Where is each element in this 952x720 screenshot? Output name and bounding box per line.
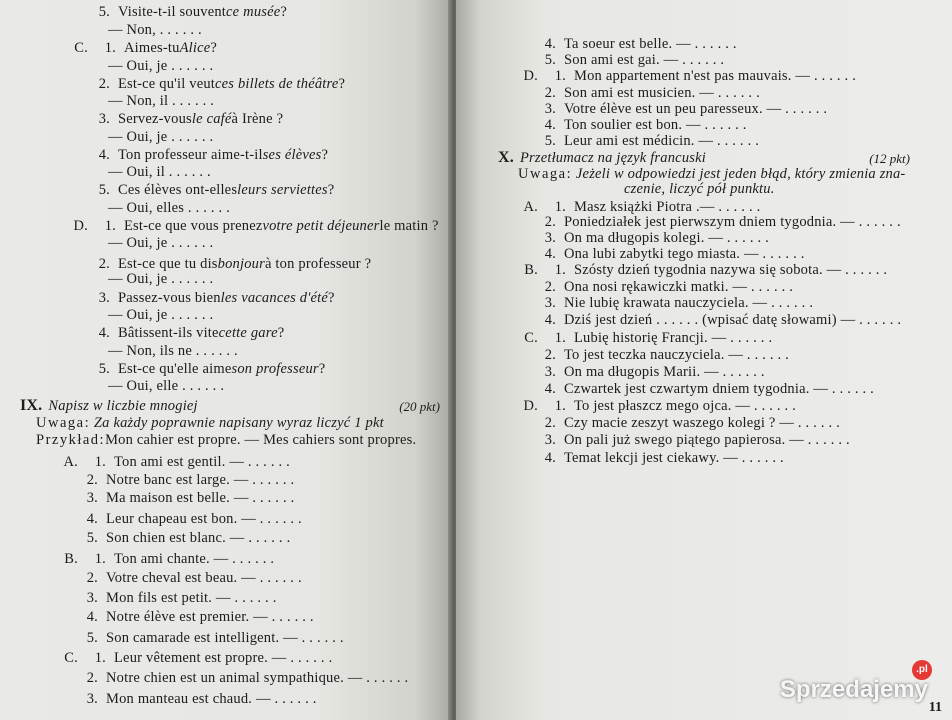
text-line xyxy=(534,117,747,134)
item-number: 4. xyxy=(86,511,98,527)
item-text: Son camarade est intelligent. — . . . . . . xyxy=(106,630,344,646)
item-number: 3. xyxy=(86,691,98,707)
italic-text: bonjour xyxy=(217,256,265,272)
item-text: Szósty dzień tygodnia nazywa się sobota. — . . . . . . xyxy=(574,262,888,278)
text-line xyxy=(534,101,827,118)
item-text: Mon cahier est propre. — Mes cahiers sont propres. xyxy=(105,432,417,448)
item-text: Dziś jest dzień . . . . . . (wpisać datę słowami) — . . . . . . xyxy=(564,312,902,328)
item-text-end: à ton professeur ? xyxy=(264,256,372,272)
item-text: — Oui, il . . . . . . xyxy=(108,164,211,180)
group-letter: C. xyxy=(74,40,88,56)
text-line xyxy=(88,4,287,21)
italic-text: ce musée xyxy=(226,4,281,20)
text-line xyxy=(510,262,887,279)
watermark-logo: Sprzedajemy xyxy=(779,676,928,703)
text-line xyxy=(108,343,238,360)
item-number: 1. xyxy=(94,650,106,666)
item-text: — Oui, elles . . . . . . xyxy=(108,200,230,216)
item-number: 1. xyxy=(94,454,106,470)
text-line xyxy=(534,279,793,296)
item-text: Servez-vous xyxy=(118,111,192,127)
text-line xyxy=(534,381,874,398)
page-number: 11 xyxy=(928,700,942,715)
italic-text: czenie, liczyć pół punktu. xyxy=(624,181,775,197)
item-number: 4. xyxy=(544,36,556,52)
item-text: On pali już swego piątego papierosa. — . . . . . . xyxy=(564,432,850,448)
left-page xyxy=(0,0,452,720)
item-text: Ton ami chante. — . . . . . . xyxy=(114,551,275,567)
item-number: 4. xyxy=(544,117,556,133)
item-text-end: ? xyxy=(210,40,218,56)
text-line xyxy=(534,214,901,231)
italic-text: cette gare xyxy=(218,325,278,341)
item-text: Notre chien est un animal sympathique. — . . . . . . xyxy=(106,670,409,686)
item-number: 3. xyxy=(98,111,110,127)
text-line xyxy=(534,230,769,247)
item-number: 1. xyxy=(554,68,566,84)
item-text: Leur ami est médicin. — . . . . . . xyxy=(564,133,760,149)
text-line xyxy=(108,378,224,395)
item-text: Est-ce qu'il veut xyxy=(118,76,216,92)
item-text: Ton professeur aime-t-il xyxy=(118,147,263,163)
spaced-label: Uwaga: xyxy=(36,415,91,431)
text-line xyxy=(108,93,214,110)
text-line xyxy=(88,290,335,307)
text-line xyxy=(36,415,384,432)
text-line xyxy=(76,530,290,547)
item-number: 2. xyxy=(98,76,110,92)
text-line xyxy=(510,68,856,85)
item-number: 2. xyxy=(544,347,556,363)
text-line xyxy=(108,164,211,181)
group-letter: A. xyxy=(63,454,78,470)
item-number: 3. xyxy=(98,290,110,306)
item-text: Temat lekcji jest ciekawy. — . . . . . . xyxy=(564,450,784,466)
text-line xyxy=(534,36,737,53)
item-text-end: ? xyxy=(277,325,285,341)
italic-text: Napisz w liczbie mnogiej xyxy=(48,398,198,414)
item-text-end: ? xyxy=(338,76,346,92)
item-number: 4. xyxy=(544,450,556,466)
text-line xyxy=(76,670,408,687)
italic-text: leurs serviettes xyxy=(237,182,328,198)
item-number: 1. xyxy=(94,551,106,567)
text-line xyxy=(20,397,198,415)
item-text: — Non, . . . . . . xyxy=(108,22,202,38)
item-text: — Non, il . . . . . . xyxy=(108,93,215,109)
text-line xyxy=(108,129,213,146)
item-text-end: ? xyxy=(280,4,288,20)
item-text: Ces élèves ont-elles xyxy=(118,182,238,198)
watermark-badge: .pl xyxy=(912,660,932,680)
item-number: 3. xyxy=(86,490,98,506)
item-text: Poniedziałek jest pierwszym dniem tygodnia. — . . . . . . xyxy=(564,214,901,230)
text-line xyxy=(108,235,213,252)
item-number: 3. xyxy=(544,295,556,311)
text-line xyxy=(534,246,805,263)
item-text: Notre élève est premier. — . . . . . . xyxy=(106,609,314,625)
text-line xyxy=(76,630,344,647)
item-number: 3. xyxy=(544,230,556,246)
text-line xyxy=(88,182,334,199)
item-number: 2. xyxy=(544,214,556,230)
section-number: IX. xyxy=(20,397,43,414)
text-line xyxy=(88,111,283,128)
text-line xyxy=(60,40,217,57)
item-number: 3. xyxy=(544,432,556,448)
item-text: Mon appartement n'est pas mauvais. — . . . . . . xyxy=(574,68,857,84)
text-line xyxy=(108,271,213,288)
text-line xyxy=(534,432,850,449)
text-line xyxy=(50,551,274,568)
item-number: 4. xyxy=(98,325,110,341)
text-line xyxy=(88,325,284,342)
item-text: Ton ami est gentil. — . . . . . . xyxy=(114,454,290,470)
text-line xyxy=(534,347,789,364)
group-letter: C. xyxy=(64,650,78,666)
item-text: Czwartek jest czwartym dniem tygodnia. — . . . . . . xyxy=(564,381,874,397)
item-text-end: ? xyxy=(321,147,329,163)
text-line xyxy=(534,85,760,102)
text-line xyxy=(534,133,759,150)
item-number: 2. xyxy=(98,256,110,272)
group-letter: D. xyxy=(523,68,538,84)
group-letter: B. xyxy=(524,262,538,278)
italic-text: le café xyxy=(191,111,232,127)
item-text: — Oui, elle . . . . . . xyxy=(108,378,225,394)
group-letter: D. xyxy=(523,398,538,414)
italic-text: ces billets de théâtre xyxy=(215,76,339,92)
text-line xyxy=(534,295,813,312)
item-text: Bâtissent-ils vite xyxy=(118,325,219,341)
item-text: Passez-vous bien xyxy=(118,290,221,306)
item-text: — Non, ils ne . . . . . . xyxy=(108,343,238,359)
text-line xyxy=(510,398,796,415)
item-number: 1. xyxy=(554,330,566,346)
item-text-end: le matin ? xyxy=(379,218,439,234)
text-line xyxy=(108,307,213,324)
section-number: X. xyxy=(498,149,514,166)
text-line xyxy=(50,454,290,471)
text-line xyxy=(36,432,416,449)
item-text-end: ? xyxy=(318,361,326,377)
item-number: 4. xyxy=(98,147,110,163)
item-text: Leur chapeau est bon. — . . . . . . xyxy=(106,511,302,527)
item-number: 2. xyxy=(544,415,556,431)
text-line xyxy=(534,364,765,381)
group-letter: A. xyxy=(523,199,538,215)
item-text: Lubię historię Francji. — . . . . . . xyxy=(574,330,773,346)
item-text: Nie lubię krawata nauczyciela. — . . . . . . xyxy=(564,295,814,311)
item-text: Visite-t-il souvent xyxy=(118,4,227,20)
points-label: (12 pkt) xyxy=(869,151,910,166)
item-number: 2. xyxy=(544,85,556,101)
text-line xyxy=(88,147,328,164)
item-number: 4. xyxy=(544,381,556,397)
item-number: 3. xyxy=(544,364,556,380)
spaced-label: Przykład: xyxy=(36,432,106,448)
italic-text: Alice xyxy=(179,40,211,56)
text-line xyxy=(76,691,317,708)
item-text: Ton soulier est bon. — . . . . . . xyxy=(564,117,747,133)
text-line xyxy=(624,181,775,198)
item-text: — Oui, je . . . . . . xyxy=(108,307,214,323)
item-number: 5. xyxy=(86,530,98,546)
text-line xyxy=(50,650,332,667)
italic-text: ses élèves xyxy=(262,147,322,163)
item-number: 4. xyxy=(544,246,556,262)
item-text: Ona nosi rękawiczki matki. — . . . . . . xyxy=(564,279,794,295)
italic-text: son professeur xyxy=(231,361,319,377)
group-letter: B. xyxy=(64,551,78,567)
item-number: 1. xyxy=(104,218,116,234)
item-text: — Oui, je . . . . . . xyxy=(108,235,214,251)
item-text: Votre cheval est beau. — . . . . . . xyxy=(106,570,302,586)
text-line xyxy=(76,609,314,626)
item-text: Mon manteau est chaud. — . . . . . . xyxy=(106,691,317,707)
text-line xyxy=(76,472,294,489)
item-text: Ona lubi zabytki tego miasta. — . . . . . . xyxy=(564,246,805,262)
item-number: 5. xyxy=(98,361,110,377)
item-number: 1. xyxy=(104,40,116,56)
text-line xyxy=(76,590,277,607)
text-line xyxy=(534,52,724,69)
item-number: 5. xyxy=(544,133,556,149)
item-number: 1. xyxy=(554,199,566,215)
item-text: Est-ce qu'elle aime xyxy=(118,361,232,377)
item-text: — Oui, je . . . . . . xyxy=(108,129,214,145)
item-text: — Oui, je . . . . . . xyxy=(108,271,214,287)
group-letter: D. xyxy=(73,218,88,234)
item-number: 5. xyxy=(544,52,556,68)
item-text: Son ami est gai. — . . . . . . xyxy=(564,52,725,68)
text-line xyxy=(108,200,230,217)
item-text: Ta soeur est belle. — . . . . . . xyxy=(564,36,737,52)
item-text: Son ami est musicien. — . . . . . . xyxy=(564,85,760,101)
italic-text: Przetłumacz na język francuski xyxy=(519,150,706,166)
item-text-end: ? xyxy=(328,290,335,306)
item-number: 1. xyxy=(554,398,566,414)
text-line xyxy=(88,76,345,93)
item-number: 5. xyxy=(86,630,98,646)
points-label: (20 pkt) xyxy=(399,399,440,414)
text-line xyxy=(76,511,302,528)
text-line xyxy=(498,149,706,167)
item-text: — Oui, je . . . . . . xyxy=(108,58,214,74)
item-text: To jest teczka nauczyciela. — . . . . . . xyxy=(564,347,789,363)
item-text: Mon fils est petit. — . . . . . . xyxy=(106,590,277,606)
item-number: 3. xyxy=(544,101,556,117)
item-text: Czy macie zeszyt waszego kolegi ? — . . . . . . xyxy=(564,415,840,431)
item-number: 2. xyxy=(544,279,556,295)
item-text: To jest płaszcz mego ojca. — . . . . . . xyxy=(574,398,797,414)
item-text: Son chien est blanc. — . . . . . . xyxy=(106,530,291,546)
item-number: 4. xyxy=(544,312,556,328)
text-line xyxy=(60,218,439,235)
item-text: Ma maison est belle. — . . . . . . xyxy=(106,490,295,506)
item-number: 5. xyxy=(98,182,110,198)
item-number: 2. xyxy=(86,570,98,586)
text-line xyxy=(88,361,325,378)
item-number: 3. xyxy=(86,590,98,606)
item-text: On ma długopis Marii. — . . . . . . xyxy=(564,364,765,380)
item-text: Masz książki Piotra .— . . . . . . xyxy=(574,199,761,215)
item-text: On ma długopis kolegi. — . . . . . . xyxy=(564,230,769,246)
italic-text: Jeżeli w odpowiedzi jest jeden błąd, który zmienia zna- xyxy=(572,166,906,182)
group-letter: C. xyxy=(524,330,538,346)
text-line xyxy=(510,330,772,347)
text-line xyxy=(108,22,202,39)
text-line xyxy=(76,570,302,587)
item-number: 5. xyxy=(98,4,110,20)
item-text: Votre élève est un peu paresseux. — . . . . . . xyxy=(564,101,828,117)
text-line xyxy=(76,490,294,507)
item-text: Aimes-tu xyxy=(124,40,180,56)
italic-text: Za każdy poprawnie napisany wyraz liczyć 1 pkt xyxy=(90,415,384,431)
item-number: 2. xyxy=(86,670,98,686)
item-text: Notre banc est large. — . . . . . . xyxy=(106,472,295,488)
spaced-label: Uwaga: xyxy=(518,166,573,182)
italic-text: votre petit déjeuner xyxy=(262,218,380,234)
item-text-end: à Irène ? xyxy=(231,111,284,127)
text-line xyxy=(108,58,213,75)
text-line xyxy=(534,450,784,467)
item-text: Est-ce que vous prenez xyxy=(124,218,263,234)
italic-text: les vacances d'été xyxy=(220,290,329,306)
text-line xyxy=(534,415,840,432)
text-line xyxy=(534,312,901,329)
item-number: 1. xyxy=(554,262,566,278)
item-number: 2. xyxy=(86,472,98,488)
item-text-end: ? xyxy=(327,182,335,198)
item-text: Est-ce que tu dis xyxy=(118,256,218,272)
right-page xyxy=(456,0,952,720)
item-number: 4. xyxy=(86,609,98,625)
item-text: Leur vêtement est propre. — . . . . . . xyxy=(114,650,333,666)
